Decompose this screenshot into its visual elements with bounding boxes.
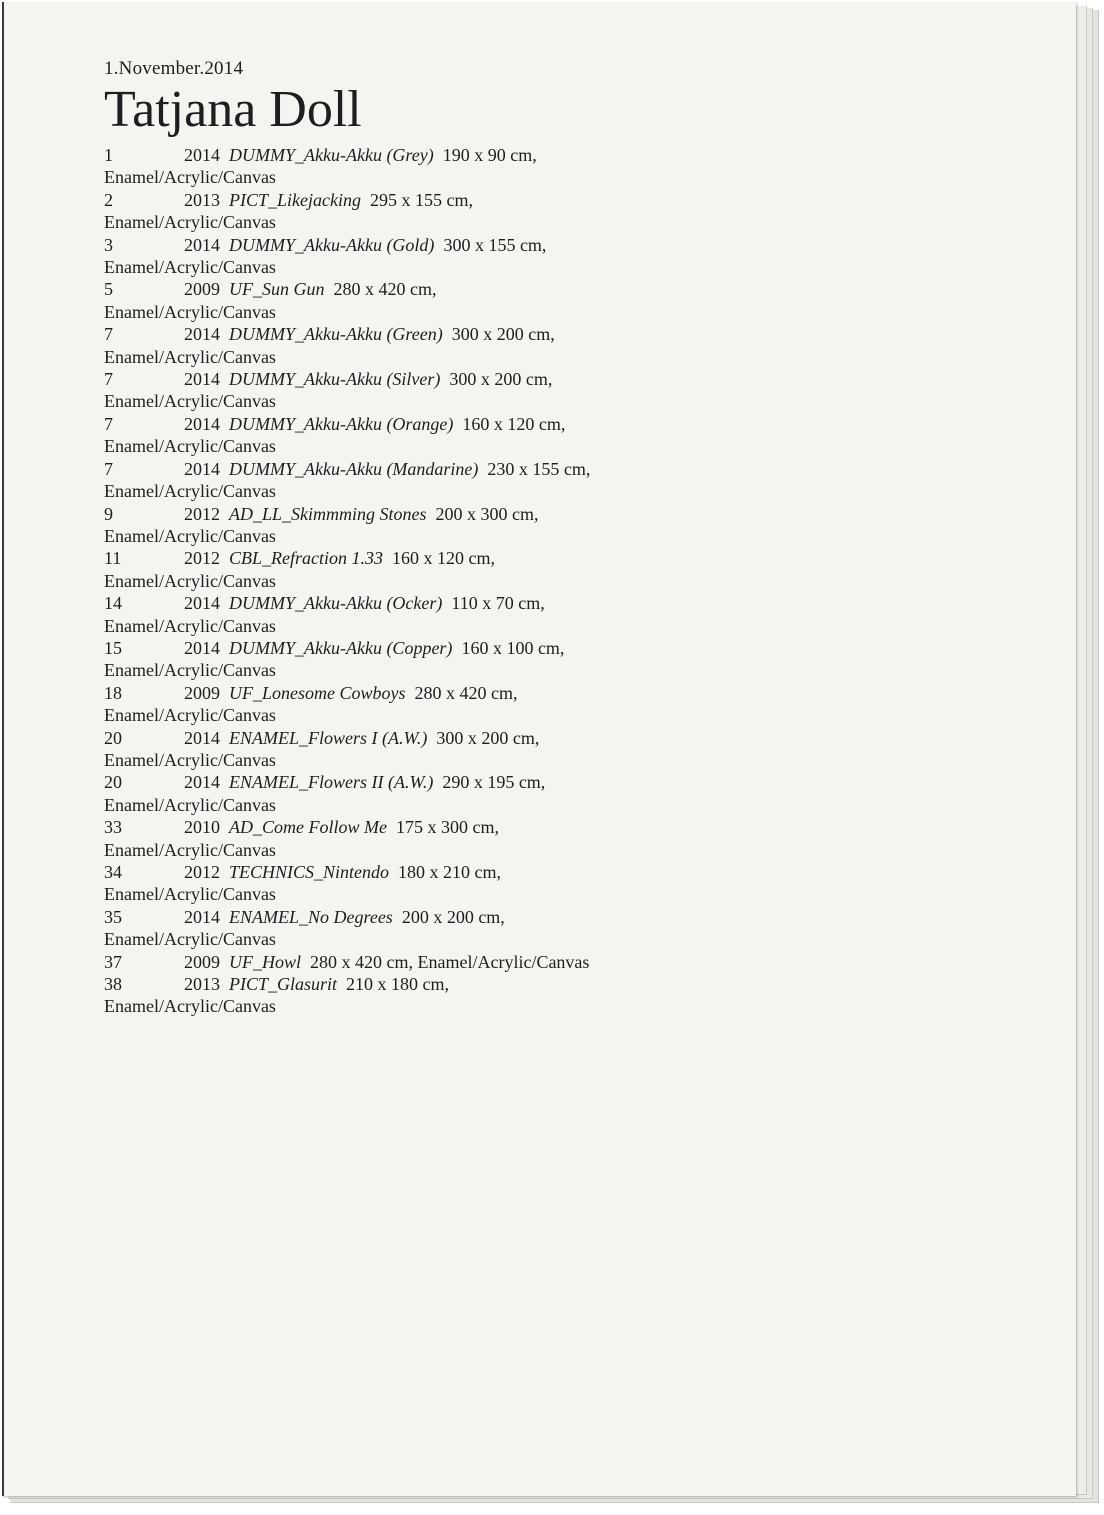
list-item bbox=[104, 816, 644, 861]
work-year: 2012 bbox=[184, 548, 220, 569]
list-item bbox=[104, 547, 644, 592]
work-title: UF_Sun Gun bbox=[229, 279, 325, 300]
work-title: DUMMY_Akku-Akku (Green) bbox=[229, 324, 443, 345]
work-title: DUMMY_Akku-Akku (Gold) bbox=[229, 234, 435, 255]
page-number: 7 bbox=[104, 458, 113, 479]
page-number: 5 bbox=[104, 279, 113, 300]
work-medium: Enamel/Acrylic/Canvas bbox=[104, 705, 276, 726]
work-title: DUMMY_Akku-Akku (Copper) bbox=[229, 637, 453, 658]
list-item bbox=[104, 592, 644, 637]
list-item bbox=[104, 458, 644, 503]
work-year: 2014 bbox=[184, 727, 220, 748]
work-year: 2014 bbox=[184, 324, 220, 345]
work-medium: Enamel/Acrylic/Canvas bbox=[104, 257, 276, 278]
list-of-works bbox=[104, 144, 644, 1018]
page-number: 18 bbox=[104, 682, 122, 703]
list-item bbox=[104, 727, 644, 772]
page-number: 20 bbox=[104, 772, 122, 793]
work-title: ENAMEL_Flowers II (A.W.) bbox=[229, 772, 434, 793]
page-number: 2 bbox=[104, 189, 113, 210]
work-dimensions: 290 x 195 cm, bbox=[442, 772, 546, 793]
work-dimensions: 280 x 420 cm, bbox=[333, 279, 437, 300]
work-title: CBL_Refraction 1.33 bbox=[229, 548, 383, 569]
work-dimensions: 160 x 120 cm, bbox=[392, 548, 495, 569]
work-dimensions: 160 x 120 cm, bbox=[462, 413, 566, 434]
work-title: TECHNICS_Nintendo bbox=[229, 862, 390, 882]
work-title: DUMMY_Akku-Akku (Ocker) bbox=[229, 593, 443, 614]
list-item bbox=[104, 682, 644, 727]
work-dimensions: 280 x 420 cm, bbox=[414, 682, 518, 703]
work-dimensions: 300 x 155 cm, bbox=[443, 234, 547, 255]
work-title: PICT_Glasurit bbox=[229, 974, 338, 995]
page-number: 7 bbox=[104, 413, 113, 434]
work-medium: Enamel/Acrylic/Canvas bbox=[104, 570, 276, 591]
work-medium: Enamel/Acrylic/Canvas bbox=[104, 749, 276, 770]
work-dimensions: 300 x 200 cm, bbox=[451, 324, 555, 345]
work-dimensions: 210 x 180 cm, bbox=[346, 974, 450, 995]
page-content bbox=[104, 58, 644, 1018]
work-medium: Enamel/Acrylic/Canvas bbox=[104, 481, 276, 502]
work-medium: Enamel/Acrylic/Canvas bbox=[104, 346, 276, 367]
work-title: DUMMY_Akku-Akku (Orange) bbox=[229, 413, 454, 434]
page-number: 37 bbox=[104, 951, 122, 972]
page-number: 34 bbox=[104, 862, 122, 882]
list-item bbox=[104, 413, 644, 458]
work-title: UF_Lonesome Cowboys bbox=[229, 682, 406, 703]
work-dimensions: 200 x 300 cm, bbox=[435, 503, 539, 524]
work-year: 2012 bbox=[184, 862, 220, 882]
work-medium: Enamel/Acrylic/Canvas bbox=[104, 436, 276, 457]
work-dimensions: 180 x 210 cm, bbox=[398, 862, 502, 882]
publication-date: 1.November.2014 bbox=[104, 58, 244, 79]
page-number: 7 bbox=[104, 324, 113, 345]
work-dimensions: 160 x 100 cm, bbox=[461, 637, 565, 658]
work-year: 2014 bbox=[184, 593, 220, 614]
list-item bbox=[104, 234, 644, 279]
work-medium: Enamel/Acrylic/Canvas bbox=[104, 996, 276, 1017]
page-number: 3 bbox=[104, 234, 113, 255]
list-item bbox=[104, 973, 644, 1018]
work-year: 2014 bbox=[184, 637, 220, 658]
work-title: UF_Howl bbox=[229, 951, 301, 972]
work-title: ENAMEL_Flowers I (A.W.) bbox=[229, 727, 428, 748]
work-year: 2014 bbox=[184, 772, 220, 793]
work-dimensions: 300 x 200 cm, bbox=[449, 369, 553, 390]
work-dimensions: 280 x 420 cm, Enamel/Acrylic/Canvas bbox=[310, 951, 590, 972]
list-item bbox=[104, 144, 644, 189]
page-number: 38 bbox=[104, 974, 122, 995]
work-year: 2013 bbox=[184, 189, 220, 210]
work-year: 2014 bbox=[184, 906, 220, 927]
work-year: 2009 bbox=[184, 951, 220, 972]
work-title: DUMMY_Akku-Akku (Silver) bbox=[229, 369, 441, 390]
work-dimensions: 190 x 90 cm, bbox=[442, 145, 537, 165]
work-dimensions: 200 x 200 cm, bbox=[401, 906, 505, 927]
work-medium: Enamel/Acrylic/Canvas bbox=[104, 839, 276, 860]
work-title: ENAMEL_No Degrees bbox=[229, 906, 393, 927]
work-medium: Enamel/Acrylic/Canvas bbox=[104, 525, 276, 546]
page-number: 20 bbox=[104, 727, 122, 748]
page-number: 35 bbox=[104, 906, 122, 927]
page-number: 33 bbox=[104, 817, 122, 838]
work-dimensions: 300 x 200 cm, bbox=[436, 727, 540, 748]
work-medium: Enamel/Acrylic/Canvas bbox=[104, 929, 276, 950]
work-title: DUMMY_Akku-Akku (Grey) bbox=[229, 145, 434, 165]
work-year: 2014 bbox=[184, 413, 220, 434]
artist-name-title: Tatjana Doll bbox=[104, 81, 362, 138]
list-item bbox=[104, 503, 644, 548]
page-number: 1 bbox=[104, 145, 113, 165]
work-dimensions: 295 x 155 cm, bbox=[369, 189, 473, 210]
page-number: 7 bbox=[104, 369, 113, 390]
work-year: 2009 bbox=[184, 682, 220, 703]
page-number: 14 bbox=[104, 593, 122, 614]
list-item bbox=[104, 368, 644, 413]
work-medium: Enamel/Acrylic/Canvas bbox=[104, 884, 276, 905]
work-year: 2012 bbox=[184, 503, 220, 524]
work-medium: Enamel/Acrylic/Canvas bbox=[104, 391, 276, 412]
list-item bbox=[104, 771, 644, 816]
work-medium: Enamel/Acrylic/Canvas bbox=[104, 660, 276, 681]
work-medium: Enamel/Acrylic/Canvas bbox=[104, 301, 276, 322]
work-title: AD_Come Follow Me bbox=[229, 817, 387, 838]
work-dimensions: 230 x 155 cm, bbox=[487, 458, 591, 479]
work-medium: Enamel/Acrylic/Canvas bbox=[104, 615, 276, 636]
page-number: 9 bbox=[104, 503, 113, 524]
list-item bbox=[104, 189, 644, 234]
work-year: 2014 bbox=[184, 145, 220, 165]
list-item bbox=[104, 906, 644, 951]
work-dimensions: 175 x 300 cm, bbox=[395, 817, 499, 838]
work-year: 2009 bbox=[184, 279, 220, 300]
work-year: 2014 bbox=[184, 234, 220, 255]
work-medium: Enamel/Acrylic/Canvas bbox=[104, 794, 276, 815]
work-year: 2013 bbox=[184, 974, 220, 995]
work-medium: Enamel/Acrylic/Canvas bbox=[104, 212, 276, 233]
work-title: AD_LL_Skimmming Stones bbox=[229, 503, 427, 524]
page-number: 11 bbox=[104, 548, 122, 569]
work-year: 2014 bbox=[184, 458, 220, 479]
list-item bbox=[104, 323, 644, 368]
page-number: 15 bbox=[104, 637, 122, 658]
work-year: 2014 bbox=[184, 369, 220, 390]
work-year: 2010 bbox=[184, 817, 220, 838]
work-title: DUMMY_Akku-Akku (Mandarine) bbox=[229, 458, 479, 479]
list-item bbox=[104, 951, 644, 973]
list-item bbox=[104, 637, 644, 682]
list-item bbox=[104, 861, 644, 906]
work-title: PICT_Likejacking bbox=[229, 189, 361, 210]
work-dimensions: 110 x 70 cm, bbox=[451, 593, 545, 614]
list-item bbox=[104, 278, 644, 323]
work-medium: Enamel/Acrylic/Canvas bbox=[104, 167, 276, 188]
